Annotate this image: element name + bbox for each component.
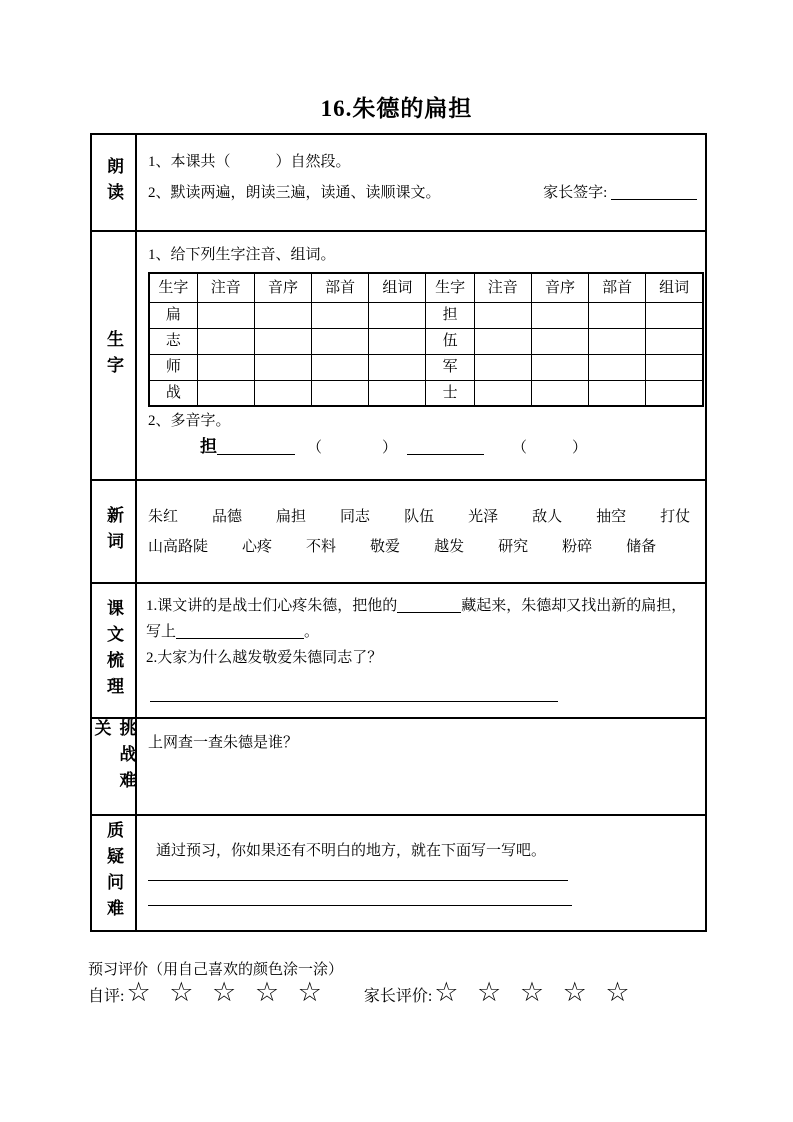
fill-cell xyxy=(197,380,254,406)
fill-cell xyxy=(369,302,426,328)
word: 扁担 xyxy=(276,509,307,525)
pinyin-blank-underline xyxy=(217,440,295,455)
self-rating-stars: ☆ ☆ ☆ ☆ ☆ xyxy=(126,977,324,1008)
section-new-words xyxy=(92,481,705,584)
section-text-outline xyxy=(92,584,705,719)
word-list-line-1 xyxy=(148,502,697,532)
self-rating-label: 自评: xyxy=(88,988,125,1005)
fill-cell xyxy=(589,328,646,354)
section-challenge xyxy=(92,719,705,816)
characters-task-2: 2、多音字。 xyxy=(148,413,231,429)
fill-cell xyxy=(369,354,426,380)
fill-cell xyxy=(646,354,703,380)
parent-signature xyxy=(543,181,697,205)
reading-item-2: 2、默读两遍，朗读三遍，读通、读顺课文。 xyxy=(148,185,441,201)
word: 光泽 xyxy=(468,509,499,525)
fill-blank-underline xyxy=(176,624,304,639)
section-characters xyxy=(92,232,705,481)
section-label: 新词 xyxy=(104,505,123,558)
word: 不料 xyxy=(306,539,337,555)
word: 粉碎 xyxy=(562,539,593,555)
fill-cell xyxy=(474,302,531,328)
table-row xyxy=(149,328,703,354)
col-header: 生字 xyxy=(426,273,474,302)
section-label-cell xyxy=(92,481,137,582)
word-parentheses: （ ） xyxy=(512,440,588,456)
fill-cell xyxy=(646,328,703,354)
fill-cell xyxy=(254,302,311,328)
section-content xyxy=(137,481,705,582)
characters-task-1: 1、给下列生字注音、组词。 xyxy=(148,247,336,263)
fill-cell xyxy=(369,328,426,354)
parent-rating-stars: ☆ ☆ ☆ ☆ ☆ xyxy=(434,977,632,1008)
question-text: 藏起来，朱德却又找出新的扁担， xyxy=(461,598,687,614)
fill-cell xyxy=(589,380,646,406)
table-row xyxy=(149,380,703,406)
char-cell: 志 xyxy=(149,328,197,354)
char-cell: 战 xyxy=(149,380,197,406)
col-header: 组词 xyxy=(369,273,426,302)
questioning-prompt: 通过预习，你如果还有不明白的地方，就在下面写一写吧。 xyxy=(156,843,547,859)
fill-cell xyxy=(474,328,531,354)
col-header: 部首 xyxy=(589,273,646,302)
col-header: 部首 xyxy=(312,273,369,302)
word: 心疼 xyxy=(242,539,273,555)
parent-rating-label: 家长评价: xyxy=(363,988,433,1005)
fill-cell xyxy=(531,354,588,380)
fill-cell xyxy=(254,380,311,406)
word: 储备 xyxy=(626,539,657,555)
col-header: 注音 xyxy=(474,273,531,302)
section-questioning xyxy=(92,816,705,930)
section-label-cell xyxy=(92,135,137,230)
table-row xyxy=(149,354,703,380)
reading-item-1: 1、本课共（ ）自然段。 xyxy=(148,154,351,170)
answer-line-underline xyxy=(148,880,568,881)
question-text: 1.课文讲的是战士们心疼朱德，把他的 xyxy=(146,598,398,614)
fill-cell xyxy=(197,328,254,354)
char-cell: 师 xyxy=(149,354,197,380)
col-header: 组词 xyxy=(646,273,703,302)
section-content xyxy=(137,232,712,479)
fill-cell xyxy=(589,354,646,380)
char-cell: 士 xyxy=(426,380,474,406)
section-label: 生字 xyxy=(104,329,123,382)
word: 抽空 xyxy=(596,509,627,525)
fill-cell xyxy=(254,354,311,380)
fill-cell xyxy=(531,302,588,328)
word: 队伍 xyxy=(404,509,435,525)
word: 研究 xyxy=(498,539,529,555)
section-label: 朗读 xyxy=(104,156,123,209)
word-list-line-2 xyxy=(148,532,697,562)
question-text: 写上 xyxy=(146,624,177,640)
polyphone-char: 担 xyxy=(200,437,217,456)
section-label-cell xyxy=(92,719,137,814)
question-text: 。 xyxy=(304,624,320,640)
section-content xyxy=(137,584,705,717)
page-title: 16.朱德的扁担 xyxy=(320,96,473,121)
word: 品德 xyxy=(212,509,243,525)
col-header: 音序 xyxy=(531,273,588,302)
col-header: 注音 xyxy=(197,273,254,302)
fill-cell xyxy=(369,380,426,406)
word: 越发 xyxy=(434,539,465,555)
fill-cell xyxy=(312,380,369,406)
signature-label: 家长签字: xyxy=(543,185,608,201)
word: 山高路陡 xyxy=(148,539,209,555)
section-label-cell xyxy=(92,232,137,479)
fill-cell xyxy=(312,302,369,328)
word: 敌人 xyxy=(532,509,563,525)
table-header-row xyxy=(149,273,703,302)
fill-cell xyxy=(531,380,588,406)
fill-cell xyxy=(312,354,369,380)
word: 朱红 xyxy=(148,509,179,525)
outline-question-1-continued xyxy=(146,619,697,645)
fill-cell xyxy=(589,302,646,328)
signature-blank-underline xyxy=(611,185,697,200)
section-content xyxy=(137,719,705,814)
pinyin-blank-underline xyxy=(407,440,484,455)
section-reading xyxy=(92,135,705,232)
fill-cell xyxy=(474,380,531,406)
char-cell: 扁 xyxy=(149,302,197,328)
char-cell: 军 xyxy=(426,354,474,380)
preview-evaluation-title: 预习评价（用自己喜欢的颜色涂一涂） xyxy=(88,962,344,978)
answer-line-underline xyxy=(150,701,558,702)
word: 同志 xyxy=(340,509,371,525)
fill-cell xyxy=(312,328,369,354)
character-practice-table xyxy=(148,272,704,407)
answer-line-underline xyxy=(148,905,572,906)
challenge-question: 上网查一查朱德是谁？ xyxy=(148,735,299,751)
fill-cell xyxy=(531,328,588,354)
word-parentheses: （ ） xyxy=(307,440,398,456)
col-header: 音序 xyxy=(254,273,311,302)
section-label: 质疑问难 xyxy=(104,821,123,925)
fill-cell xyxy=(646,380,703,406)
fill-cell xyxy=(646,302,703,328)
section-label: 挑战难关 xyxy=(91,719,136,797)
section-content xyxy=(137,816,705,930)
section-label-cell xyxy=(92,584,137,717)
worksheet-table xyxy=(90,133,707,932)
section-label: 课文梳理 xyxy=(104,598,123,703)
outline-question-2: 2.大家为什么越发敬爱朱德同志了？ xyxy=(146,650,383,666)
word: 打仗 xyxy=(660,509,691,525)
col-header: 生字 xyxy=(149,273,197,302)
polyphone-exercise xyxy=(148,434,704,461)
char-cell: 伍 xyxy=(426,328,474,354)
fill-cell xyxy=(197,302,254,328)
table-row xyxy=(149,302,703,328)
char-cell: 担 xyxy=(426,302,474,328)
evaluation-row xyxy=(88,978,632,1008)
section-label-cell xyxy=(92,816,137,930)
fill-cell xyxy=(474,354,531,380)
outline-question-1 xyxy=(146,593,697,619)
fill-blank-underline xyxy=(397,598,461,613)
section-content xyxy=(137,135,705,230)
word: 敬爱 xyxy=(370,539,401,555)
fill-cell xyxy=(197,354,254,380)
fill-cell xyxy=(254,328,311,354)
